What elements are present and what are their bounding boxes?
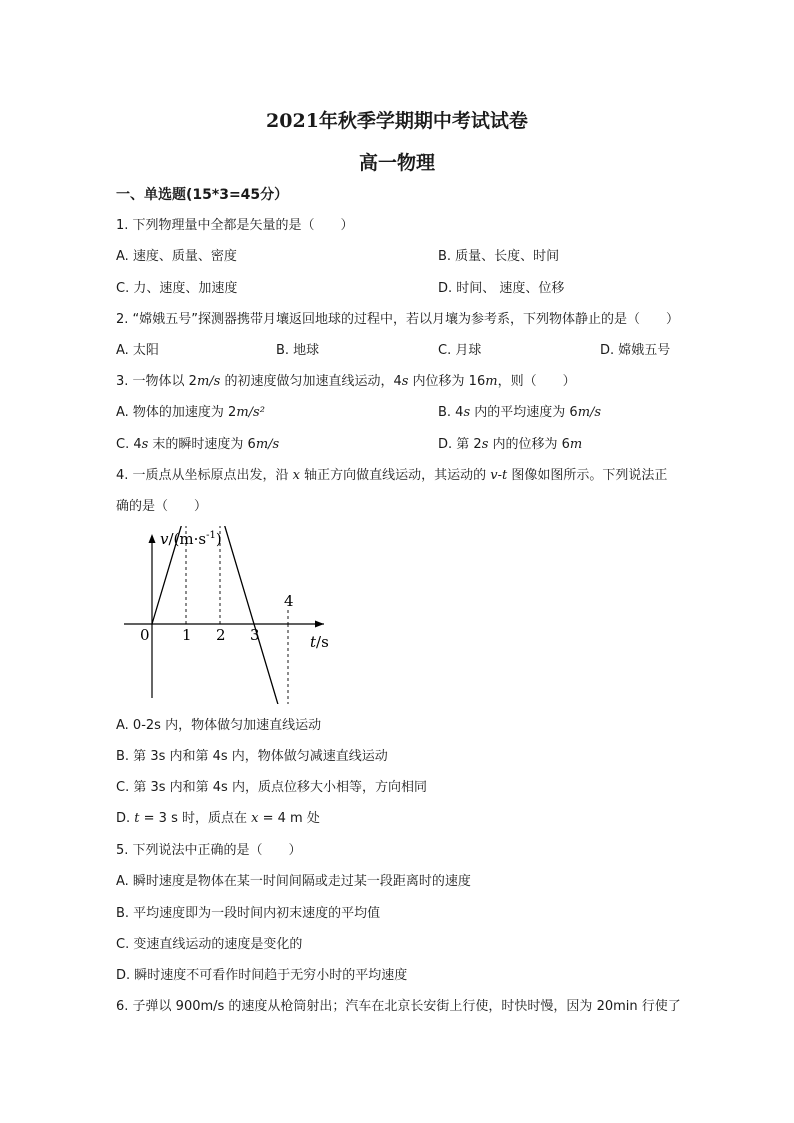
- question-4-option-c: C. 第 3s 内和第 4s 内，质点位移大小相等，方向相同: [116, 780, 427, 795]
- dashed-guides: [152, 526, 288, 704]
- question-1-option-b: B. 质量、长度、时间: [438, 249, 560, 264]
- question-1-stem: 1. 下列物理量中全都是矢量的是（ ）: [116, 218, 354, 233]
- question-3-option-a: A. 物体的加速度为 2m/s²: [116, 405, 265, 420]
- y-axis-arrow: [149, 534, 156, 543]
- exam-title: 2021年秋季学期期中考试试卷: [266, 110, 528, 132]
- section-heading: 一、单选题(15*3=45分）: [116, 187, 289, 203]
- x-tick-label-2: 2: [216, 626, 226, 644]
- question-1-option-c: C. 力、速度、加速度: [116, 281, 238, 296]
- x-tick-label-1: 1: [182, 626, 192, 644]
- question-6-stem: 6. 子弹以 900m/s 的速度从枪筒射出；汽车在北京长安街上行使，时快时慢，因为 20min 行使了: [116, 999, 681, 1014]
- question-3-option-d: D. 第 2s 内的位移为 6m: [438, 437, 583, 452]
- question-2-option-d: D. 嫦娥五号: [600, 343, 671, 358]
- question-5-stem: 5. 下列说法中正确的是（ ）: [116, 843, 302, 858]
- question-1-option-d: D. 时间、 速度、位移: [438, 281, 565, 296]
- question-5-option-d: D. 瞬时速度不可看作时间趋于无穷小时的平均速度: [116, 968, 408, 983]
- x-tick-label-0: 0: [140, 626, 150, 644]
- x-axis-label: t/s: [310, 633, 329, 651]
- vt-graph: [112, 526, 342, 704]
- question-5-option-a: A. 瞬时速度是物体在某一时间间隔或走过某一段距离时的速度: [116, 874, 471, 889]
- y-axis-label: $v/(m\cdot s^{-1})$: [160, 530, 222, 548]
- question-3-option-b: B. 4s 内的平均速度为 6m/s: [438, 405, 602, 420]
- question-4-option-d: D. t = 3 s 时，质点在 x = 4 m 处: [116, 811, 320, 826]
- question-2-option-b: B. 地球: [276, 343, 320, 358]
- x-tick-label-4: 4: [284, 592, 294, 610]
- question-4-option-a: A. 0-2s 内，物体做匀加速直线运动: [116, 718, 322, 733]
- question-5-option-b: B. 平均速度即为一段时间内初末速度的平均值: [116, 906, 381, 921]
- question-2-option-c: C. 月球: [438, 343, 482, 358]
- question-4-option-b: B. 第 3s 内和第 4s 内，物体做匀减速直线运动: [116, 749, 388, 764]
- question-4-stem-line1: 4. 一质点从坐标原点出发，沿 x 轴正方向做直线运动，其运动的 v-t 图像如图所示。下列说法正: [116, 468, 668, 483]
- question-3-option-c: C. 4s 末的瞬时速度为 6m/s: [116, 437, 280, 452]
- exam-subject: 高一物理: [358, 152, 435, 174]
- question-3-stem: 3. 一物体以 2m/s 的初速度做匀加速直线运动，4s 内位移为 16m，则（ ）: [116, 374, 576, 389]
- question-2-stem: 2. “嫦娥五号”探测器携带月壤返回地球的过程中，若以月壤为参考系，下列物体静止的是（ ）: [116, 312, 680, 327]
- question-1-option-a: A. 速度、质量、密度: [116, 249, 237, 264]
- tick-labels: [128, 526, 294, 704]
- question-4-stem-line2: 确的是（ ）: [116, 499, 208, 514]
- x-axis-arrow: [315, 621, 324, 628]
- x-tick-label-3: 3: [250, 626, 260, 644]
- question-2-option-a: A. 太阳: [116, 343, 159, 358]
- question-5-option-c: C. 变速直线运动的速度是变化的: [116, 937, 303, 952]
